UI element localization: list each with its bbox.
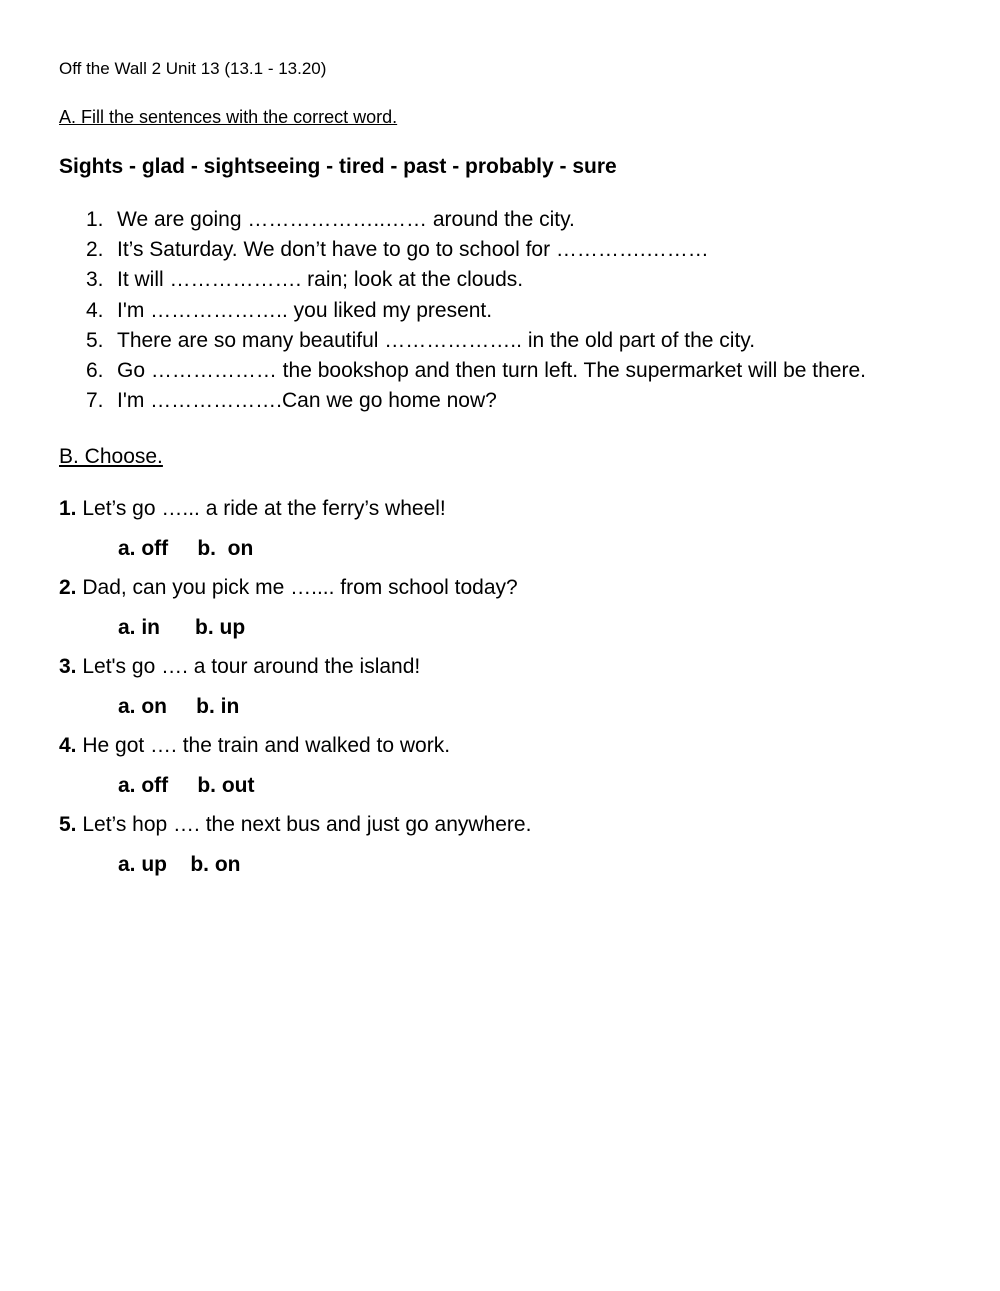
- question-1-options: a. off b. on: [118, 537, 254, 560]
- document-header: Off the Wall 2 Unit 13 (13.1 - 13.20): [59, 59, 327, 78]
- question-number: 4.: [59, 734, 77, 757]
- fill-in-list: [86, 205, 866, 416]
- question-3: [59, 654, 420, 680]
- question-5: [59, 812, 531, 838]
- word-bank: Sights - glad - sightseeing - tired - past - probably - sure: [59, 155, 617, 178]
- list-item: [86, 326, 866, 356]
- question-text: Let’s hop …. the next bus and just go anywhere.: [76, 813, 532, 836]
- list-item: [86, 356, 866, 386]
- item-number: 4.: [86, 298, 104, 322]
- list-item: [86, 296, 866, 326]
- item-text: It’s Saturday. We don’t have to go to school for ………….………: [117, 238, 709, 262]
- question-2: [59, 575, 518, 601]
- item-text: There are so many beautiful ……………….. in the old part of the city.: [117, 328, 756, 352]
- question-text: Dad, can you pick me ….... from school today?: [76, 576, 518, 599]
- item-text: Go ……………… the bookshop and then turn left. The supermarket will be there.: [117, 359, 866, 383]
- list-item: [86, 386, 866, 416]
- question-5-options: a. up b. on: [118, 853, 241, 876]
- item-text: We are going ………………..…… around the city.: [117, 208, 575, 231]
- question-number: 2.: [59, 576, 77, 599]
- item-number: 6.: [86, 359, 104, 383]
- item-number: 7.: [86, 389, 104, 413]
- item-number: 2.: [86, 238, 104, 262]
- item-text: I'm ……………….Can we go home now?: [117, 389, 497, 413]
- item-text: I'm ……………….. you liked my present.: [117, 298, 493, 322]
- list-item: [86, 205, 866, 235]
- question-1: [59, 496, 446, 522]
- question-2-options: a. in b. up: [118, 616, 246, 639]
- list-item: [86, 265, 866, 295]
- question-4-options: a. off b. out: [118, 774, 255, 797]
- section-a-title: A. Fill the sentences with the correct word.: [59, 107, 398, 127]
- section-b-title: B. Choose.: [59, 445, 163, 468]
- list-item: [86, 235, 866, 265]
- question-number: 3.: [59, 655, 77, 678]
- item-number: 3.: [86, 268, 104, 292]
- question-number: 1.: [59, 497, 77, 520]
- item-number: 1.: [86, 208, 104, 231]
- question-text: Let’s go …... a ride at the ferry’s wheel!: [76, 497, 446, 520]
- item-text: It will ………………. rain; look at the clouds.: [117, 268, 524, 292]
- question-4: [59, 733, 450, 759]
- item-number: 5.: [86, 328, 104, 352]
- question-text: He got …. the train and walked to work.: [76, 734, 451, 757]
- question-number: 5.: [59, 813, 77, 836]
- question-text: Let's go …. a tour around the island!: [76, 655, 421, 678]
- question-3-options: a. on b. in: [118, 695, 240, 718]
